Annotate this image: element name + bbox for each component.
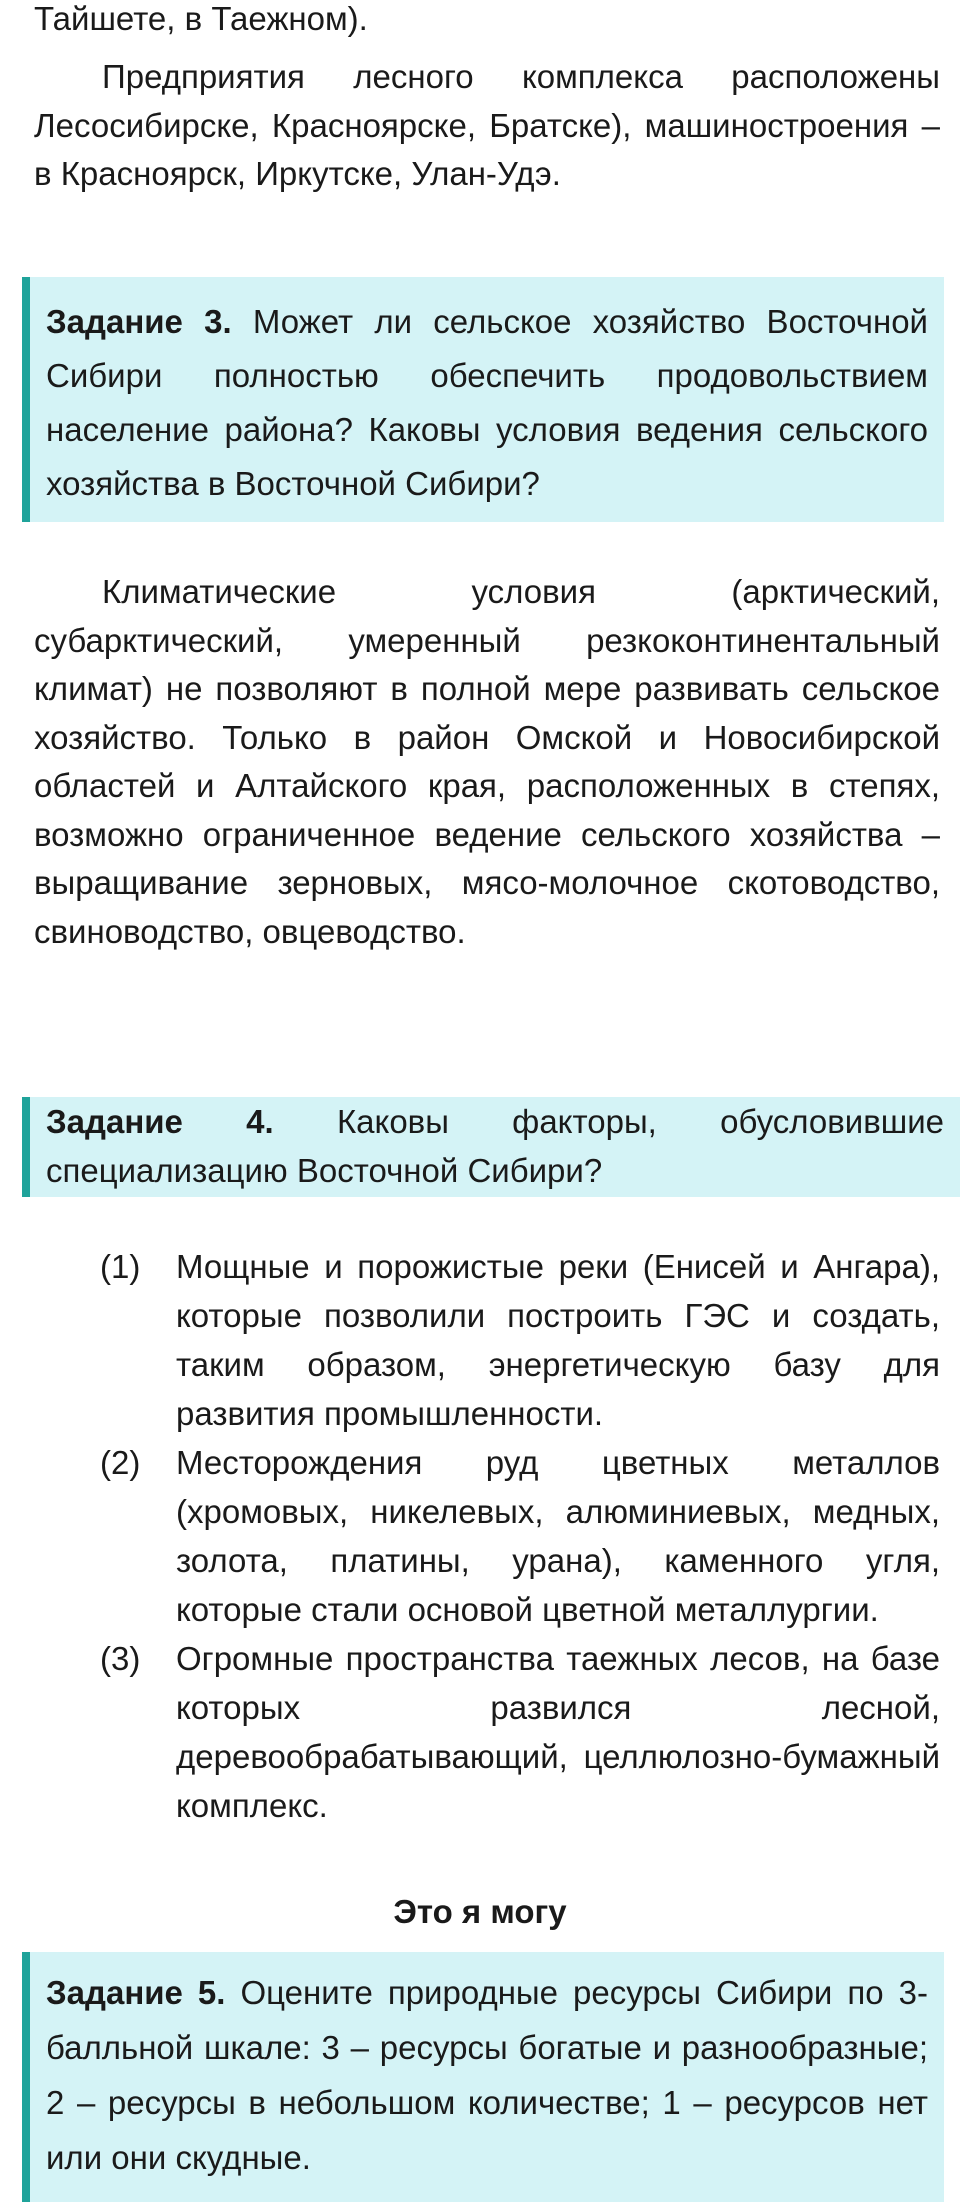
list-item-number: (3) [100, 1640, 141, 1677]
list-item-text: Огромные пространства таежных лесов, на базе которых развился лесной, деревообрабатывающий, целлюлозно-бумажный комплекс. [176, 1640, 940, 1824]
task-4-label: Задание 4. [46, 1103, 337, 1140]
task-4-box [22, 1097, 960, 1197]
list-item [100, 1438, 940, 1634]
section-heading: Это я могу [393, 1893, 567, 1930]
task-4-answer-list [100, 1242, 940, 1830]
task-5-question: Оцените природные ресурсы Сибири по 3-балльной шкале: 3 – ресурсы богатые и разнообразные; 2 – ресурсы в небольшом количестве; 1 – ресурсов нет или они скудные. [46, 1974, 928, 2176]
list-item-number: (1) [100, 1248, 141, 1285]
task-3-box [22, 277, 944, 522]
list-item-number: (2) [100, 1444, 141, 1481]
task-3-label: Задание 3. [46, 303, 253, 340]
continued-text-fragment: Тайшете, в Таежном). [34, 0, 368, 37]
task-3-answer: Климатические условия (арктический, субарктический, умеренный резкоконтинентальный климат) не позволяют в полной мере развивать сельское хозяйство. Только в район Омской и Новосибирской областей и Алтайского края, расположенных в степях, возможно ограниченное ведение сельского хозяйства – выращивание зерновых, мясо-молочное скотоводство, свиноводство, овцеводство. [34, 573, 940, 950]
list-item-text: Мощные и порожистые реки (Енисей и Ангара), которые позволили построить ГЭС и создать, таким образом, энергетическую базу для развития промышленности. [176, 1248, 940, 1432]
task-4-question: Каковы факторы, обусловившие специализацию Восточной Сибири? [46, 1103, 944, 1189]
task-3-question: Может ли сельское хозяйство Восточной Сибири полностью обеспечить продовольствием население района? Каковы условия ведения сельского хозяйства в Восточной Сибири? [46, 303, 928, 502]
list-item-text: Месторождения руд цветных металлов (хромовых, никелевых, алюминиевых, медных, золота, платины, урана), каменного угля, которые стали основой цветной металлургии. [176, 1444, 940, 1628]
task-5-label: Задание 5. [46, 1974, 241, 2011]
industry-paragraph: Предприятия лесного комплекса расположены Лесосибирске, Красноярске, Братске), машиностроения – в Красноярск, Иркутске, Улан-Удэ. [34, 58, 940, 192]
list-item [100, 1242, 940, 1438]
task-5-box [22, 1952, 944, 2202]
list-item [100, 1634, 940, 1830]
